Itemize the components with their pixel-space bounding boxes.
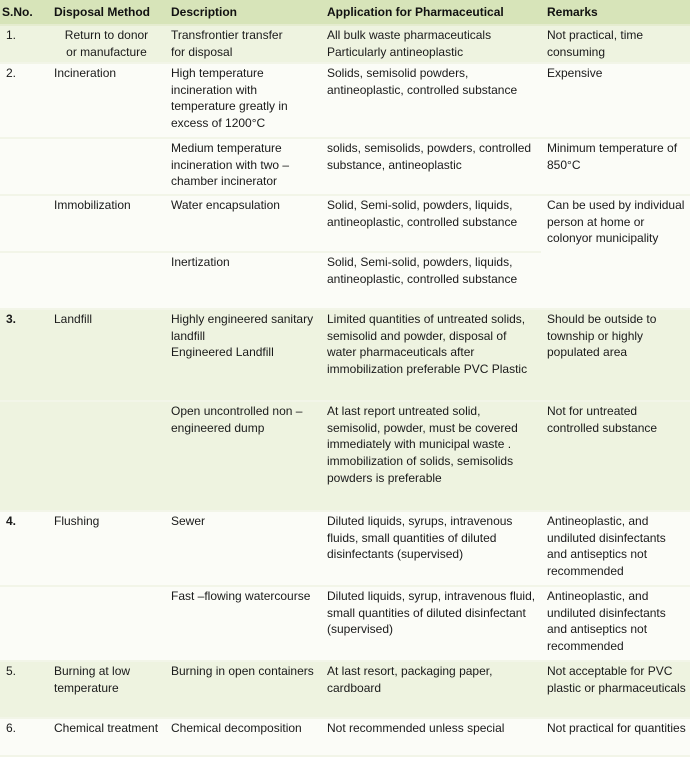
sno-cell — [0, 252, 48, 309]
method-cell: Landfill — [48, 309, 165, 401]
table-row — [0, 661, 690, 718]
method-line: Return to donor — [64, 28, 149, 42]
description-cell: Water encapsulation — [165, 195, 321, 252]
method-cell — [48, 401, 165, 511]
header-disposal-method: Disposal Method — [48, 0, 165, 25]
table-row — [0, 718, 690, 756]
method-cell: Incineration — [48, 63, 165, 138]
application-cell: At last report untreated solid, semisolid, powder, must be covered immediately with municipal waste . immobilization of solids, semisolids powders is preferable — [321, 401, 541, 511]
application-text: Limited quantities of untreated solids, semisolid and powder, disposal of water pharmaceuticals after immobilization preferable PVC Plastic — [327, 312, 528, 376]
remarks-cell: Minimum temperature of 850°C — [541, 138, 690, 195]
table-row — [0, 138, 690, 195]
description-cell: Open uncontrolled non –engineered dump — [165, 401, 321, 511]
application-cell: Solid, Semi-solid, powders, liquids, antineoplastic, controlled substance — [321, 195, 541, 252]
description-cell: Chemical decomposition — [165, 718, 321, 756]
sno-cell — [0, 586, 48, 661]
header-application: Application for Pharmaceutical — [321, 0, 541, 25]
sno-cell: 2. — [0, 63, 48, 138]
application-cell — [321, 309, 541, 401]
description-cell: Fast –flowing watercourse — [165, 586, 321, 661]
description-cell — [165, 25, 321, 63]
description-line: Highly engineered sanitary landfill — [171, 312, 314, 343]
method-cell — [48, 252, 165, 309]
method-cell: Burning at low temperature — [48, 661, 165, 718]
remarks-cell: Expensive — [541, 63, 690, 138]
remarks-cell: Not acceptable for PVC plastic or pharmaceuticals — [541, 661, 690, 718]
description-cell: Medium temperature incineration with two – chamber incinerator — [165, 138, 321, 195]
sno-cell: 3. — [0, 309, 48, 401]
method-cell — [48, 25, 165, 63]
header-description: Description — [165, 0, 321, 25]
table-row — [0, 195, 690, 252]
description-line: for disposal — [171, 44, 233, 59]
header-row — [0, 0, 690, 25]
sno-cell — [0, 401, 48, 511]
description-cell: Inertization — [165, 252, 321, 309]
method-cell: Chemical treatment — [48, 718, 165, 756]
remarks-cell — [541, 25, 690, 63]
sno-cell: 4. — [0, 511, 48, 586]
method-cell: Flushing — [48, 511, 165, 586]
sno-cell — [0, 195, 48, 252]
description-cell: Sewer — [165, 511, 321, 586]
method-cell — [48, 586, 165, 661]
application-cell: Diluted liquids, syrup, intravenous fluid, small quantities of diluted disinfectant (supervised) — [321, 586, 541, 661]
remarks-cell: Not for untreated controlled substance — [541, 401, 690, 511]
remarks-cell: Antineoplastic, and undiluted disinfectants and antiseptics not recommended — [541, 511, 690, 586]
application-cell: solids, semisolids, powders, controlled substance, antineoplastic — [321, 138, 541, 195]
application-line: All bulk waste pharmaceuticals — [327, 28, 492, 42]
description-cell: High temperature incineration with temperature greatly in excess of 1200°C — [165, 63, 321, 138]
application-line: Particularly antineoplastic — [327, 44, 464, 59]
remarks-line: consuming — [547, 44, 606, 59]
table-row — [0, 309, 690, 401]
description-line: Transfrontier transfer — [171, 28, 283, 42]
table-row — [0, 586, 690, 661]
application-cell: Not recommended unless special — [321, 718, 541, 756]
method-cell: Immobilization — [48, 195, 165, 252]
table-row — [0, 25, 690, 63]
table-row — [0, 511, 690, 586]
sno-cell: 6. — [0, 718, 48, 756]
application-cell: Diluted liquids, syrups, intravenous fluids, small quantities of diluted disinfectants (supervised) — [321, 511, 541, 586]
method-cell — [48, 138, 165, 195]
sno-cell: 1. — [0, 25, 48, 63]
table-row — [0, 401, 690, 511]
remarks-cell: Should be outside to township or highly populated area — [541, 309, 690, 401]
description-cell — [165, 309, 321, 401]
description-line: Engineered Landfill — [171, 345, 274, 360]
application-cell: At last resort, packaging paper, cardboard — [321, 661, 541, 718]
application-cell: Solid, Semi-solid, powders, liquids, antineoplastic, controlled substance — [321, 252, 541, 309]
remarks-cell: Not practical for quantities — [541, 718, 690, 756]
table-row — [0, 63, 690, 138]
header-sno: S.No. — [0, 0, 48, 25]
header-remarks: Remarks — [541, 0, 690, 25]
application-cell: Solids, semisolid powders, antineoplastic, controlled substance — [321, 63, 541, 138]
remarks-cell: Can be used by individual person at home or colonyor municipality — [541, 195, 690, 309]
remarks-line: Not practical, time — [547, 28, 644, 42]
sno-cell: 5. — [0, 661, 48, 718]
sno-cell — [0, 138, 48, 195]
description-cell: Burning in open containers — [165, 661, 321, 718]
remarks-cell: Antineoplastic, and undiluted disinfectants and antiseptics not recommended — [541, 586, 690, 661]
application-cell — [321, 25, 541, 63]
method-line: or manufacture — [66, 44, 147, 59]
